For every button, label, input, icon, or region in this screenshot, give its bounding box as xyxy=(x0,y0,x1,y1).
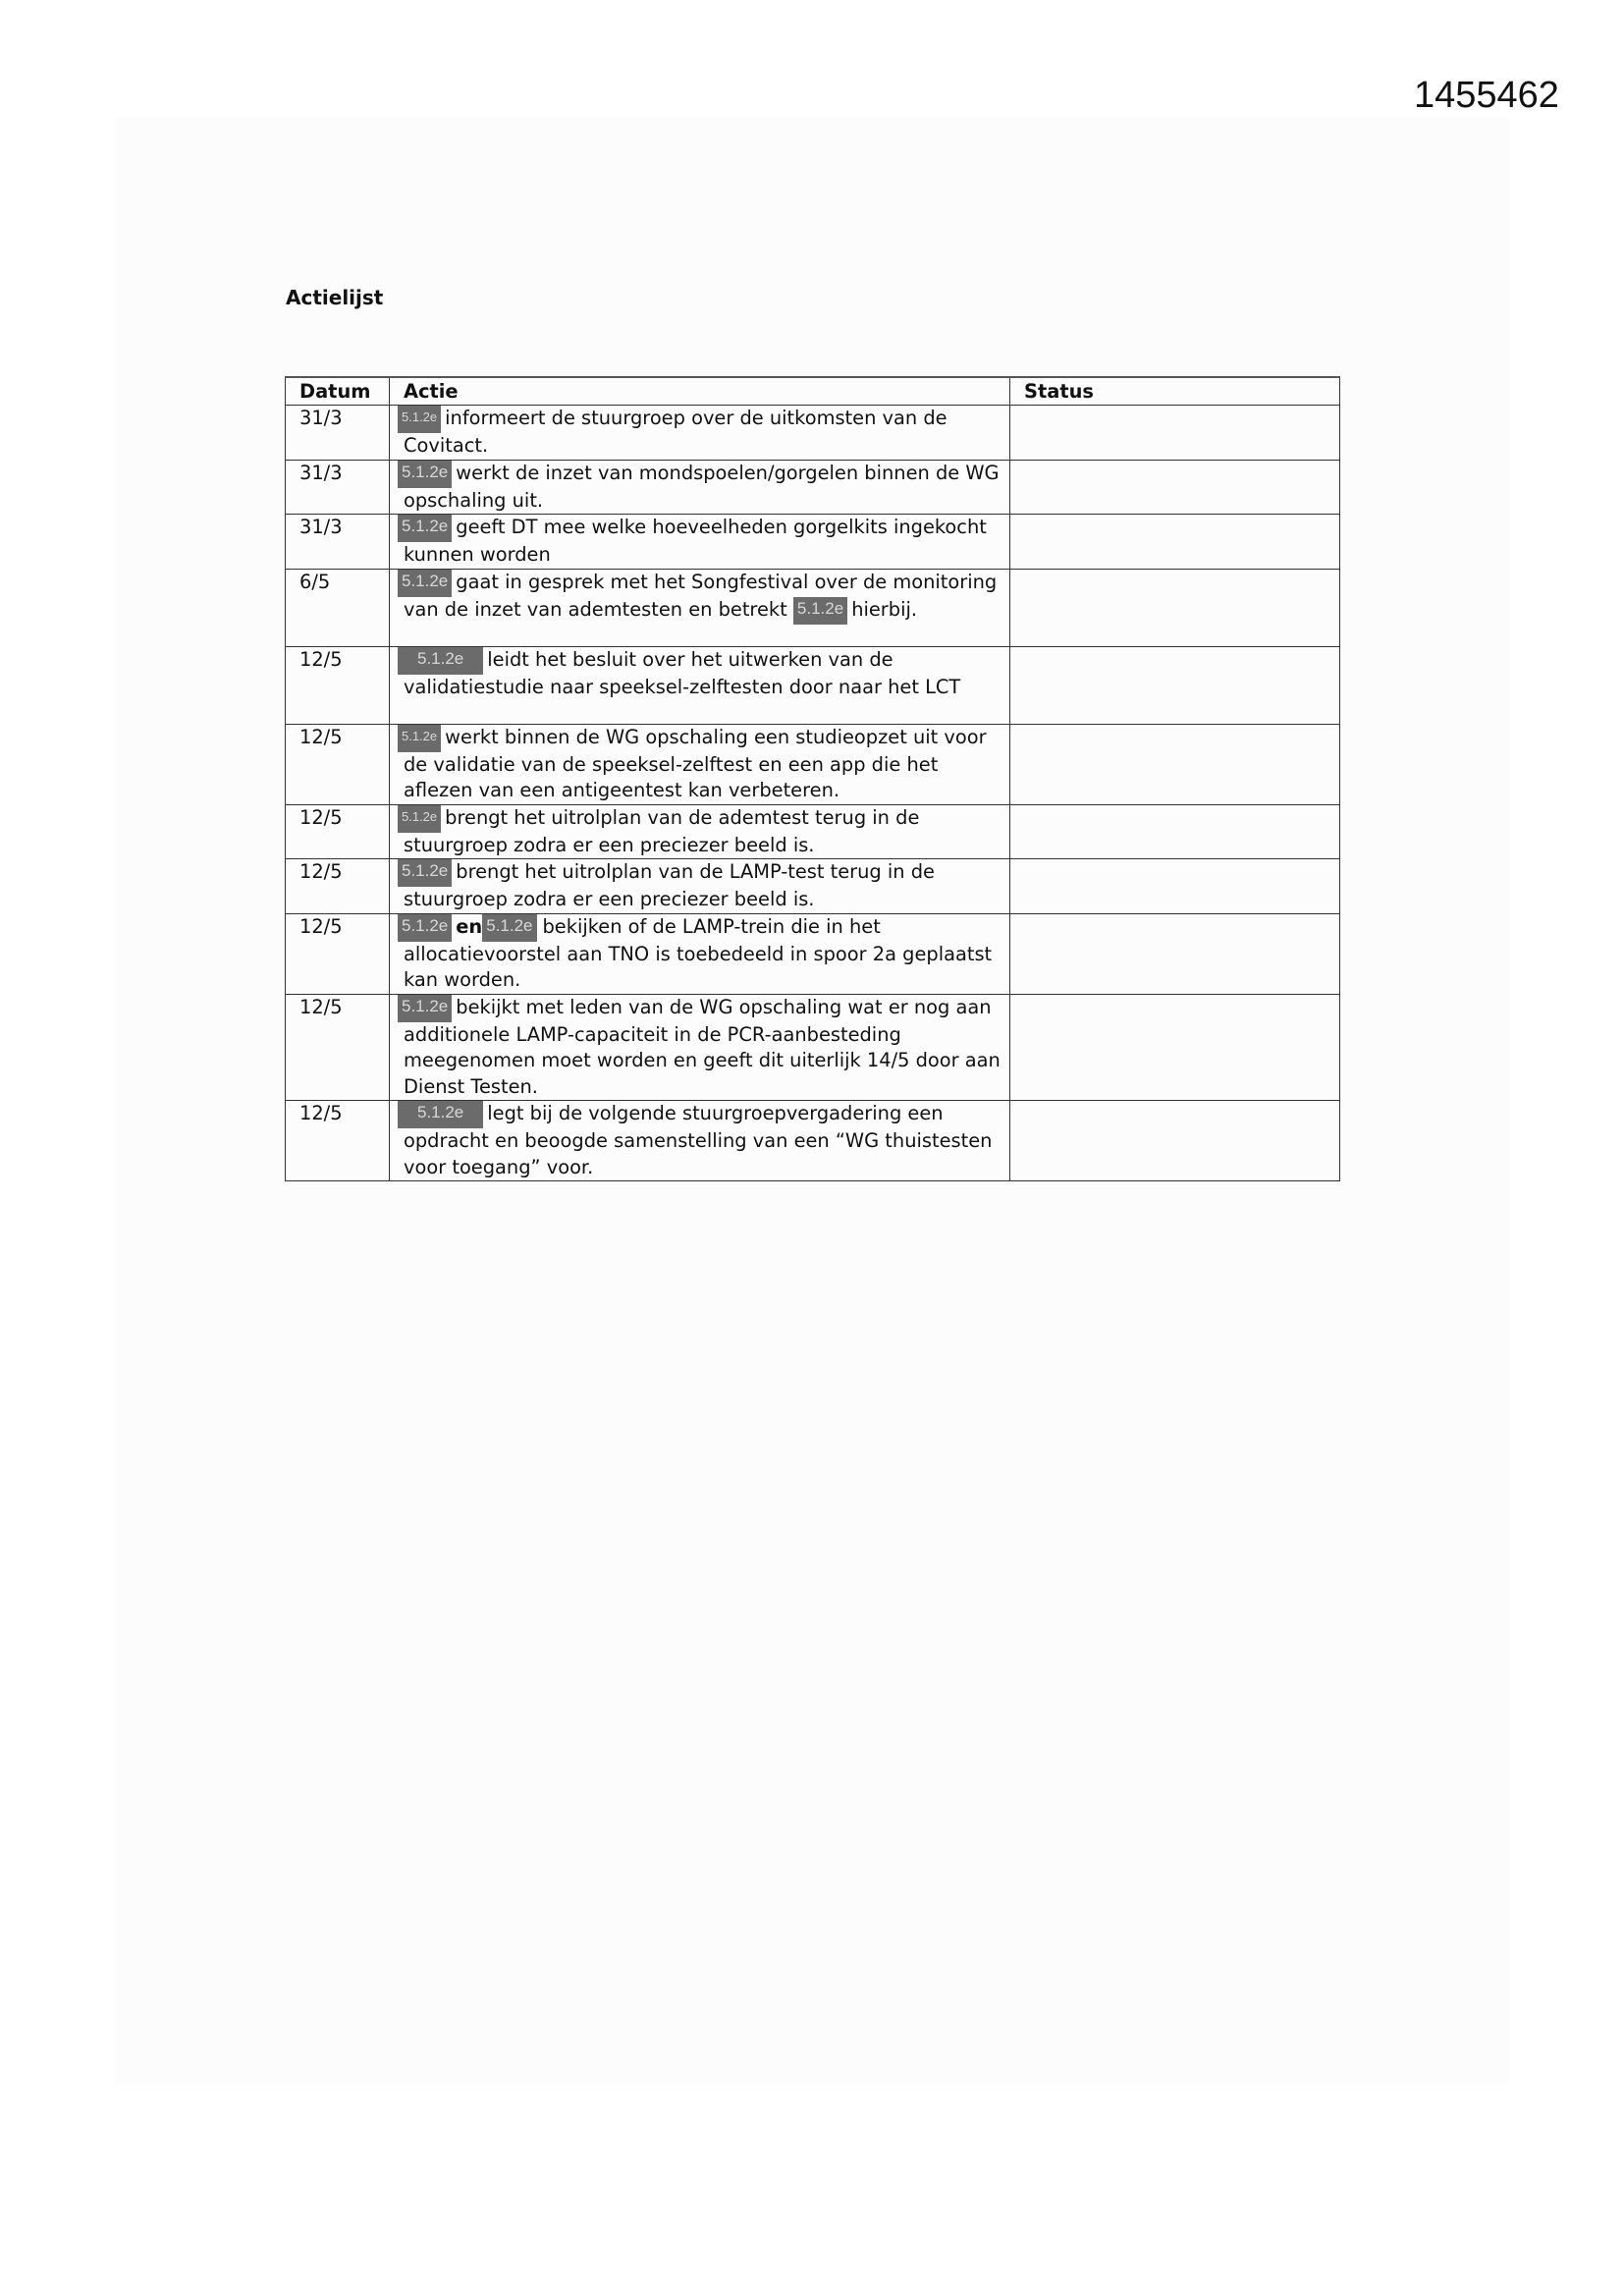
cell-actie xyxy=(390,646,1010,724)
cell-datum: 31/3 xyxy=(286,406,390,461)
cell-datum: 12/5 xyxy=(286,646,390,724)
cell-actie xyxy=(390,515,1010,570)
redaction-box: 5.1.2e xyxy=(398,406,441,433)
action-text: legt bij de volgende stuurgroepvergadering een opdracht en beoogde samenstelling van een “WG thuistesten voor toegang” voor. xyxy=(404,1102,993,1178)
column-header-actie: Actie xyxy=(390,377,1010,406)
cell-datum: 31/3 xyxy=(286,515,390,570)
redaction-box: 5.1.2e xyxy=(398,725,441,752)
cell-actie xyxy=(390,724,1010,804)
cell-status xyxy=(1010,994,1340,1101)
cell-datum: 12/5 xyxy=(286,724,390,804)
cell-status xyxy=(1010,1101,1340,1181)
action-text: brengt het uitrolplan van de LAMP-test terug in de stuurgroep zodra er een preciezer beeld is. xyxy=(404,860,935,910)
cell-status xyxy=(1010,515,1340,570)
redaction-box: 5.1.2e xyxy=(398,461,452,488)
table-row xyxy=(286,804,1340,859)
cell-status xyxy=(1010,859,1340,914)
action-text: brengt het uitrolplan van de ademtest terug in de stuurgroep zodra er een preciezer beeld is. xyxy=(404,805,920,856)
redaction-box: 5.1.2e xyxy=(482,914,536,942)
cell-status xyxy=(1010,724,1340,804)
action-text: geeft DT mee welke hoeveelheden gorgelkits ingekocht kunnen worden xyxy=(404,516,987,566)
table-row xyxy=(286,406,1340,461)
cell-actie xyxy=(390,913,1010,994)
column-header-status: Status xyxy=(1010,377,1340,406)
cell-datum: 12/5 xyxy=(286,994,390,1101)
cell-datum: 12/5 xyxy=(286,859,390,914)
cell-actie xyxy=(390,406,1010,461)
table-row xyxy=(286,859,1340,914)
table-row xyxy=(286,460,1340,515)
cell-datum: 12/5 xyxy=(286,804,390,859)
redaction-box: 5.1.2e xyxy=(398,1101,483,1128)
redaction-box: 5.1.2e xyxy=(398,995,452,1022)
redaction-box: 5.1.2e xyxy=(398,914,452,942)
cell-actie xyxy=(390,460,1010,515)
cell-actie xyxy=(390,569,1010,646)
cell-datum: 12/5 xyxy=(286,913,390,994)
redaction-box: 5.1.2e xyxy=(398,647,483,675)
table-row xyxy=(286,724,1340,804)
page-title: Actielijst xyxy=(286,286,384,309)
redaction-box: 5.1.2e xyxy=(793,597,847,625)
action-text: informeert de stuurgroep over de uitkomsten van de Covitact. xyxy=(404,407,947,457)
action-text: bekijkt met leden van de WG opschaling wat er nog aan additionele LAMP-capaciteit in de PCR-aanbesteding meegenomen moet worden en geeft dit uiterlijk 14/5 door aan Dienst Testen. xyxy=(404,995,1001,1098)
cell-actie xyxy=(390,994,1010,1101)
table-row xyxy=(286,994,1340,1101)
cell-status xyxy=(1010,804,1340,859)
cell-actie xyxy=(390,804,1010,859)
table-row xyxy=(286,646,1340,724)
table-row xyxy=(286,515,1340,570)
redaction-box: 5.1.2e xyxy=(398,570,452,597)
table-row xyxy=(286,1101,1340,1181)
cell-actie xyxy=(390,1101,1010,1181)
action-text: werkt binnen de WG opschaling een studieopzet uit voor de validatie van de speeksel-zelftest en een app die het aflezen van een antigeentest kan verbeteren. xyxy=(404,725,987,801)
redaction-box: 5.1.2e xyxy=(398,859,452,887)
redaction-box: 5.1.2e xyxy=(398,515,452,542)
action-text: leidt het besluit over het uitwerken van de validatiestudie naar speeksel-zelftesten door naar het LCT xyxy=(404,647,961,698)
column-header-datum: Datum xyxy=(286,377,390,406)
action-list-table xyxy=(285,376,1340,1181)
table-row xyxy=(286,913,1340,994)
cell-status xyxy=(1010,569,1340,646)
cell-datum: 6/5 xyxy=(286,569,390,646)
redaction-box: 5.1.2e xyxy=(398,805,441,833)
conjunction-text: en xyxy=(456,914,483,938)
document-id: 1455462 xyxy=(1414,75,1559,116)
table-row xyxy=(286,569,1340,646)
cell-status xyxy=(1010,646,1340,724)
cell-status xyxy=(1010,913,1340,994)
action-text: werkt de inzet van mondspoelen/gorgelen binnen de WG opschaling uit. xyxy=(404,461,1000,512)
action-text: bekijken of de LAMP-trein die in het allocatievoorstel aan TNO is toebedeeld in spoor 2a geplaatst kan worden. xyxy=(404,914,993,991)
action-text: gaat in gesprek met het Songfestival over de monitoring van de inzet van ademtesten en betrekt xyxy=(404,570,998,621)
table-header-row xyxy=(286,377,1340,406)
action-text-tail: hierbij. xyxy=(851,597,918,621)
cell-status xyxy=(1010,460,1340,515)
cell-datum: 12/5 xyxy=(286,1101,390,1181)
cell-actie xyxy=(390,859,1010,914)
cell-status xyxy=(1010,406,1340,461)
cell-datum: 31/3 xyxy=(286,460,390,515)
